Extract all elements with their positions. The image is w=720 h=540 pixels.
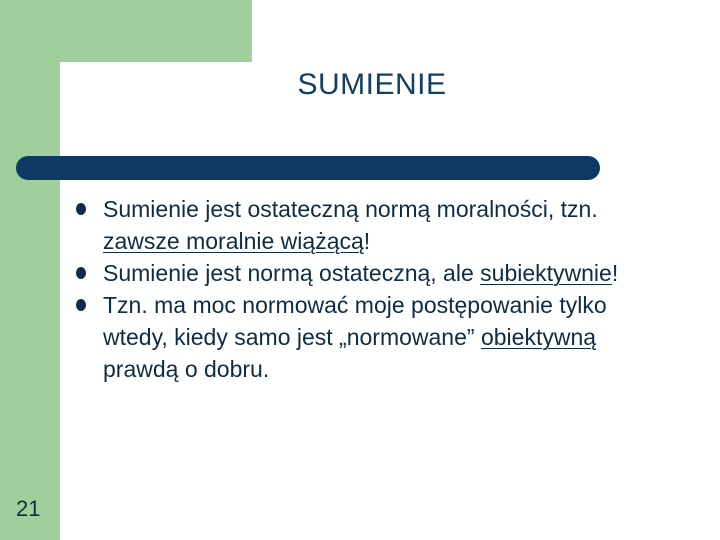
decorative-green-band-left [0, 0, 60, 540]
bullet-text-end: ! [363, 228, 371, 254]
bullet-text: Sumienie jest ostateczną normą moralności, tzn. [103, 196, 598, 222]
bullet-item [76, 289, 676, 385]
bullet-underlined-text: subiektywnie [480, 260, 612, 286]
bullet-text: Tzn. ma moc normować moje postępowanie tylko wtedy, kiedy samo jest „normowane” [103, 292, 607, 350]
bullet-underlined-text: obiektywną [480, 324, 597, 350]
bullet-dot-icon [76, 267, 86, 279]
bullet-item [76, 193, 676, 257]
slide-page-number: 21 [16, 496, 41, 521]
bullet-underlined-text: zawsze moralnie wiążącą [103, 228, 364, 254]
bullet-list [76, 193, 676, 385]
bullet-dot-icon [76, 203, 86, 215]
title-divider-bar [16, 156, 600, 180]
bullet-text-end: ! [611, 260, 619, 286]
bullet-text-end: prawdą o dobru. [103, 356, 270, 382]
bullet-item [76, 257, 676, 289]
bullet-dot-icon [76, 299, 86, 311]
bullet-text: Sumienie jest normą ostateczną, ale [103, 260, 481, 286]
slide-title: SUMIENIE [297, 68, 447, 101]
